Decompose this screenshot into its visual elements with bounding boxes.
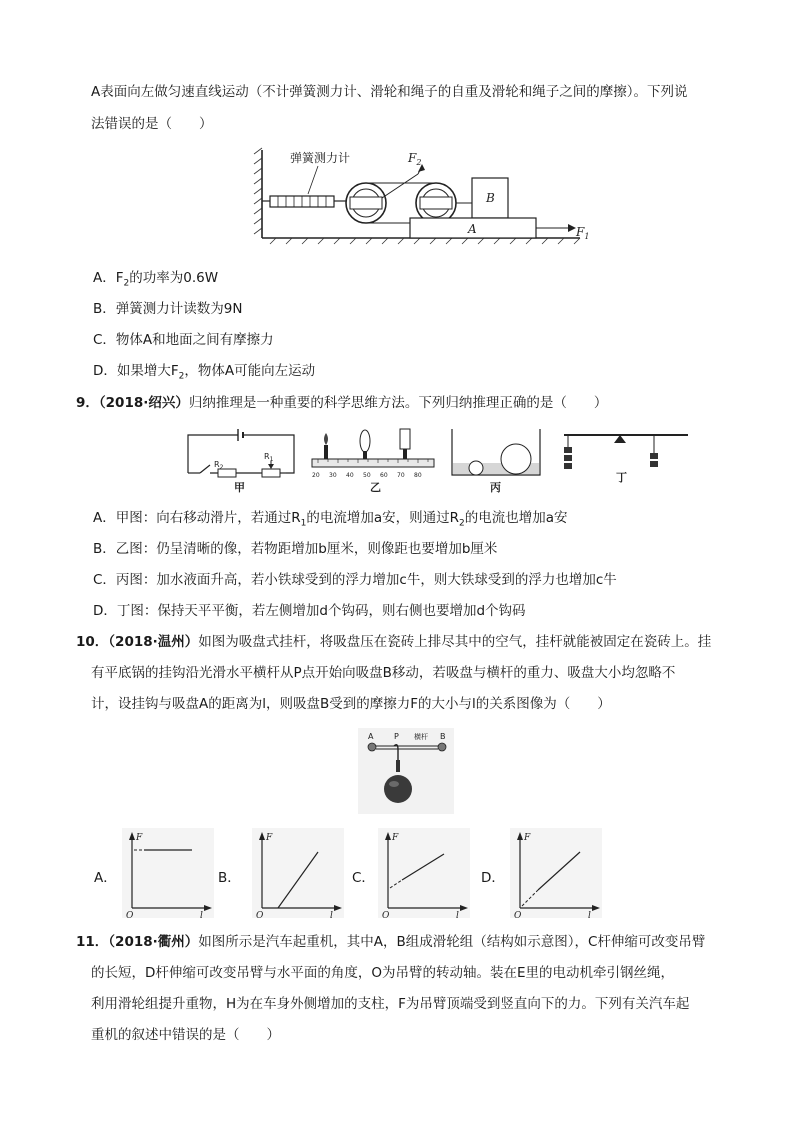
q10-hanger-figure [358,728,454,814]
svg-text:O: O [256,911,264,918]
q10-graph-b [252,828,344,918]
q9-option-c: C．丙图：加水液面升高，若小铁球受到的浮力增加c牛，则大铁球受到的浮力也增加c牛 [93,572,617,588]
q11-stem-line3: 利用滑轮组提升重物，H为在车身外侧增加的支柱，F为吊臂顶端受到竖直向下的力。下列有关汽车起 [91,996,690,1012]
beaker-bing [452,429,540,494]
q8-stem-line2: 法错误的是（ ） [91,116,213,132]
f2-label: $F_2$ [408,151,422,167]
circuit-diagram-jia [188,429,294,494]
q11-stem-line2: 的长短，D杆伸缩可改变吊臂与水平面的角度，O为吊臂的转动轴。装在E里的电动机牵引钢丝绳， [91,965,675,981]
svg-text:50: 50 [363,472,371,479]
svg-text:l: l [456,911,459,918]
q10-stem-line3: 计，设挂钩与吸盘A的距离为l，则吸盘B受到的摩擦力F的大小与l的关系图像为（ ） [91,696,611,712]
q8-option-a: A．$F_2$的功率为0.6W [93,270,219,289]
svg-text:横杆: 横杆 [414,733,428,741]
q10-graph-c [378,828,470,918]
svg-text:F: F [392,833,399,843]
svg-text:80: 80 [414,472,422,479]
q10-graph-d [510,828,602,918]
f1-label: $F_1$ [576,225,590,241]
optical-bench-yi [312,429,434,494]
svg-text:B: B [440,732,446,741]
q9-option-b: B．乙图：仍呈清晰的像，若物距增加b厘米，则像距也要增加b厘米 [93,541,498,557]
svg-text:F: F [136,833,143,843]
q10-stem-line1: 10．（2018·温州）如图为吸盘式挂杆，将吸盘压在瓷砖上排尽其中的空气，挂杆就能被固定在瓷砖上。挂 [76,634,712,650]
q10-option-d-label: D． [481,870,505,886]
svg-text:P: P [394,732,399,741]
svg-text:70: 70 [397,472,405,479]
block-a-label: A [468,222,477,236]
q8-option-b: B．弹簧测力计读数为9N [93,301,243,317]
svg-text:F: F [266,833,273,843]
q8-option-c: C．物体A和地面之间有摩擦力 [93,332,274,348]
svg-text:40: 40 [346,472,354,479]
q8-option-d: D．如果增大$F_2$，物体A可能向左运动 [93,363,316,382]
svg-text:20: 20 [312,472,320,479]
q10-option-c-label: C． [352,870,375,886]
svg-text:O: O [514,911,522,918]
svg-text:O: O [126,911,134,918]
q9-figure-row [178,425,692,495]
svg-text:A: A [368,732,374,741]
svg-text:F: F [524,833,531,843]
svg-text:R1: $R_1$ [264,452,274,463]
q10-option-a-label: A． [94,870,117,886]
q10-stem-line2: 有平底锅的挂钩沿光滑水平横杆从P点开始向吸盘B移动，若吸盘与横杆的重力、吸盘大小均忽略不 [91,665,676,681]
q10-option-b-label: B． [218,870,241,886]
svg-text:60: 60 [380,472,388,479]
svg-text:l: l [588,911,591,918]
balance-ding [564,435,688,484]
q9-stem: 9．（2018·绍兴）归纳推理是一种重要的科学思维方法。下列归纳推理正确的是（ ） [76,395,608,411]
label-ding: 丁 [616,471,627,484]
q9-option-a: A．甲图：向右移动滑片，若通过$R_1$的电流增加a安，则通过$R_2$的电流也增加a安 [93,510,568,529]
q8-stem-line1: A表面向左做匀速直线运动（不计弹簧测力计、滑轮和绳子的自重及滑轮和绳子之间的摩擦）。下列说 [91,84,688,100]
svg-text:l: l [330,911,333,918]
q10-graph-a [122,828,214,918]
spring-scale-label: 弹簧测力计 [290,151,351,165]
q11-stem-line4: 重机的叙述中错误的是（ ） [91,1027,280,1043]
svg-text:O: O [382,911,390,918]
svg-text:R2: $R_2$ [214,460,224,471]
label-yi: 乙 [370,481,381,494]
svg-text:l: l [200,911,203,918]
label-bing: 丙 [490,481,501,494]
svg-text:30: 30 [329,472,337,479]
label-jia: 甲 [234,481,245,494]
q8-pulley-figure [250,146,590,250]
q9-option-d: D．丁图：保持天平平衡，若左侧增加d个钩码，则右侧也要增加d个钩码 [93,603,526,619]
block-b-label: B [486,191,495,205]
q11-stem-line1: 11．（2018·衢州）如图所示是汽车起重机，其中A，B组成滑轮组（结构如示意图），C杆伸缩可改变吊臂 [76,934,706,950]
